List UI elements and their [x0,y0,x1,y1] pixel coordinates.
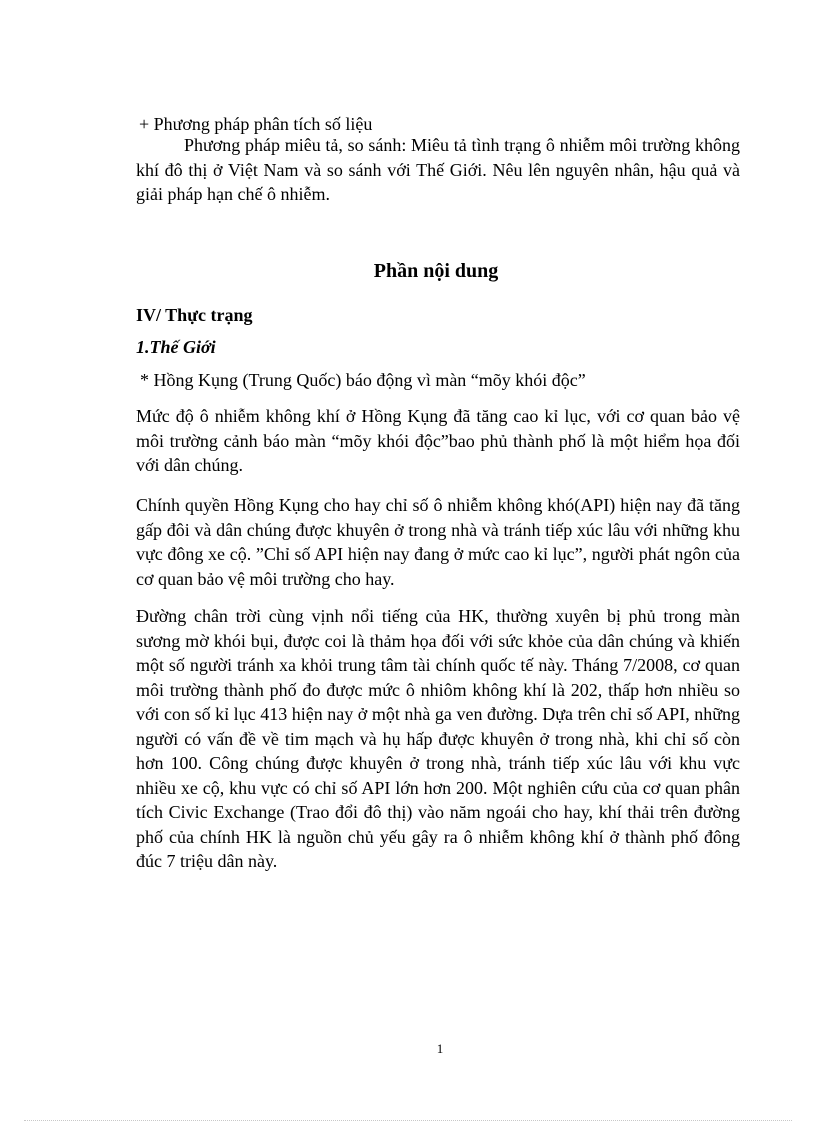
bullet-line: + Phương pháp phân tích số liệu [139,114,373,134]
heading-thuc-trang: IV/ Thực trạng [136,305,253,325]
paragraph-2: Chính quyền Hồng Kụng cho hay chỉ số ô nhiễm không khó(API) hiện nay đã tăng gấp đôi và dân chúng được khuyên ở trong nhà và tránh tiếp xúc lâu với những khu vực đông xe cộ. ”Chỉ số API hiện nay đang ở mức cao kỉ lục”, người phát ngôn của cơ quan bảo vệ môi trường cho hay. [136,495,740,589]
news-headline: * Hồng Kụng (Trung Quốc) báo động vì màn “mõy khói độc” [140,370,586,390]
page-number: 1 [436,1041,444,1056]
method-paragraph: Phương pháp miêu tả, so sánh: Miêu tả tình trạng ô nhiễm môi trường không khí đô thị ở Việt Nam và so sánh với Thế Giới. Nêu lên nguyên nhân, hậu quả và giải pháp hạn chế ô nhiễm. [136,135,740,204]
paragraph-1: Mức độ ô nhiễm không khí ở Hồng Kụng đã tăng cao kỉ lục, với cơ quan bảo vệ môi trường cảnh báo màn “mõy khói độc”bao phủ thành phố là một hiểm họa đối với dân chúng. [136,406,740,475]
paragraph-3: Đường chân trời cùng vịnh nổi tiếng của HK, thường xuyên bị phủ trong màn sương mờ khói bụi, được coi là thảm họa đối với sức khỏe của dân chúng và khiến một số người tránh xa khỏi trung tâm tài chính quốc tế này. Tháng 7/2008, cơ quan môi trường thành phố đo được mức ô nhiôm không khí là 202, thấp hơn nhiều so với con số kỉ lục 413 hiện nay ở một nhà ga ven đường. Dựa trên chỉ số API, những người có vấn đề về tim mạch và hụ hấp được khuyên ở trong nhà, khi chỉ số còn hơn 100. Công chúng được khuyên ở trong nhà, tránh tiếp xúc lâu với khu vực nhiều xe cộ, khu vực có chỉ số API lớn hơn 200. Một nghiên cứu của cơ quan phân tích Civic Exchange (Trao đổi đô thị) vào năm ngoái cho hay, khí thải trên đường phố của chính HK là nguồn chủ yếu gây ra ô nhiễm không khí ở thành phố đông đúc 7 triệu dân này. [136,606,740,871]
section-title: Phần nội dung [373,260,499,282]
page-bottom-border [24,1120,792,1121]
heading-the-gioi: 1.Thế Giới [136,337,216,357]
